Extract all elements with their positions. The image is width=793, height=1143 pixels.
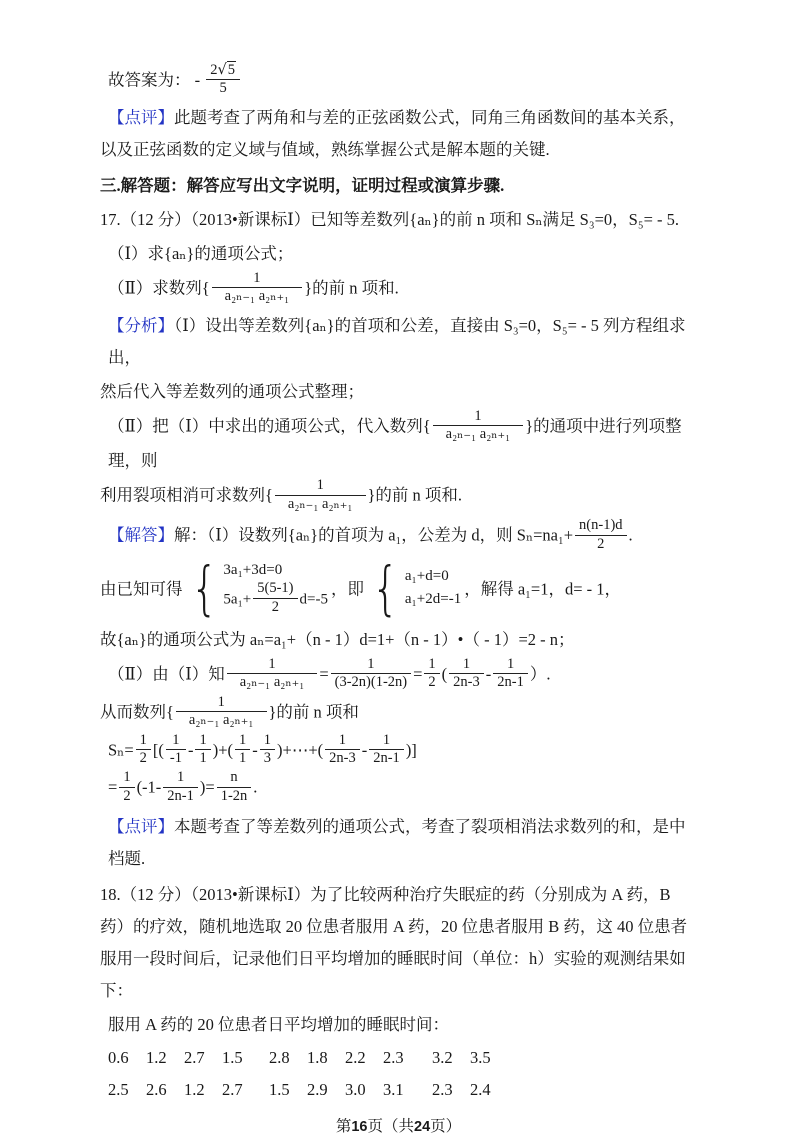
fraction-denominator: a₂ₙ₋₁ a₂ₙ₊₁ [287, 495, 353, 512]
page-footer [100, 1111, 697, 1143]
fraction-denominator: 1 [199, 749, 207, 766]
fraction-denominator: 2n-3 [329, 749, 356, 766]
fraction [119, 769, 134, 805]
data-cell: 2.2 [345, 1048, 366, 1068]
system-post: ，解得 a₁=1，d= - 1， [464, 579, 622, 599]
fraction [163, 769, 198, 805]
fraction-denominator: a₂ₙ₋₁ a₂ₙ₊₁ [239, 674, 305, 691]
sleep-data-row-2 [108, 1075, 697, 1105]
sn-label: Sₙ= [108, 740, 134, 760]
sqrt-icon: √ [217, 62, 227, 78]
solution-line4 [108, 655, 697, 694]
fraction-numerator: 1 [433, 408, 524, 426]
period: . [253, 777, 258, 797]
data-cell: 0.6 [108, 1048, 129, 1068]
data-cell: 3.0 [345, 1080, 366, 1100]
paren-close: ）. [529, 664, 551, 684]
solution-line1-pre: 解：（Ⅰ）设数列{aₙ}的首项为 a₁，公差为 d，则 Sₙ=na₁+ [174, 525, 574, 545]
data-cell: 3.1 [383, 1080, 404, 1100]
review-text: 本题考查了等差数列的通项公式，考查了裂项相消法求数列的和，是中档题. [108, 817, 686, 869]
equals-sign: = [413, 664, 423, 684]
solution-general-term: 故{aₙ}的通项公式为 aₙ=a₁+（n - 1）d=1+（n - 1）•（ - 1）=2 - n； [100, 629, 575, 649]
paren-open: ( [441, 664, 448, 684]
solution-line6 [108, 731, 697, 770]
equation-system-1 [186, 554, 328, 623]
analysis-line3-pre: （Ⅱ）把（Ⅰ）中求出的通项公式，代入数列{ [108, 416, 431, 436]
fraction-denominator: 2 [123, 787, 131, 804]
fraction [176, 694, 267, 730]
line4-pre: （Ⅱ）由（Ⅰ）知 [108, 664, 225, 684]
analysis-text1: （Ⅰ）设出等差数列{aₙ}的首项和公差，直接由 S₃=0，S₅= - 5 列方程组求出， [108, 315, 686, 367]
fraction-numerator: 1 [163, 769, 198, 787]
fraction-numerator: 1 [119, 769, 134, 787]
answer-prefix: 故答案为： [108, 70, 191, 90]
fraction-denominator: 1 [239, 749, 247, 766]
problem-18-header: 18.（12 分）（2013•新课标Ⅰ）为了比较两种治疗失眠症的药（分别成为 A 药，B 药）的疗效，随机地选取 20 位患者服用 A 药，20 位患者服用 B 药，这 40 位患者服用一段时间后，记录他们日平均增加的睡眠时间（单位：h）实验的观测结果如下： [100, 885, 688, 1001]
fraction-numerator: 1 [493, 656, 528, 674]
footer-text: 页（共 [367, 1118, 414, 1136]
footer-text: 第 [335, 1118, 352, 1136]
fraction [212, 270, 303, 306]
fraction-denominator: 2n-1 [497, 674, 524, 691]
data-cell: 2.4 [470, 1080, 491, 1100]
page-number: 16 [351, 1119, 368, 1136]
fraction [325, 732, 360, 768]
fraction-numerator: 1 [136, 732, 151, 750]
fraction [235, 732, 250, 768]
problem-17-part1: （Ⅰ）求{aₙ}的通项公式； [108, 243, 294, 263]
equals-sign: )= [199, 777, 215, 797]
fraction-denominator: 2n-3 [453, 674, 480, 691]
review-paragraph-16 [100, 102, 697, 166]
fraction-numerator: 1 [275, 477, 366, 495]
data-cell: 2.3 [383, 1048, 404, 1068]
part2-post: }的前 n 项和. [304, 278, 399, 298]
fraction-numerator: 1 [166, 732, 186, 750]
minus-sign: - [361, 740, 368, 760]
total-pages: 24 [414, 1119, 431, 1136]
minus-sign: - [194, 70, 201, 90]
system1-row2-post: d=-5 [299, 591, 328, 608]
fraction-numerator: 1 [176, 694, 267, 712]
data-cell: 1.5 [269, 1080, 290, 1100]
fraction-denominator: 2 [139, 749, 147, 766]
data-cell: 1.2 [146, 1048, 167, 1068]
fraction-numerator: 5(5-1) [253, 580, 297, 598]
solution-line1-post: . [628, 525, 633, 545]
data-cell: 2.5 [108, 1080, 129, 1100]
data-cell: 3.5 [470, 1048, 491, 1068]
analysis-line4-post: }的前 n 项和. [367, 486, 463, 506]
data-cell: 1.5 [222, 1048, 243, 1068]
system2-row2: a₁+2d=-1 [404, 591, 462, 608]
fraction-denominator: 3 [263, 749, 272, 766]
data-cell: 1.8 [307, 1048, 328, 1068]
minus-sign: - [485, 664, 492, 684]
expr-text: (-1- [136, 777, 162, 797]
bracket-open: [( [152, 740, 164, 760]
fraction [575, 517, 627, 553]
data-cell: 2.8 [269, 1048, 290, 1068]
bracket-close: )] [405, 740, 417, 760]
fraction-denominator: 1-2n [220, 787, 248, 804]
fraction [449, 656, 484, 692]
fraction-numerator: 1 [235, 732, 250, 750]
solution-label: 【解答】 [108, 525, 174, 545]
left-brace-icon: { [371, 554, 400, 623]
analysis-line4-pre: 利用裂项相消可求数列{ [100, 486, 273, 506]
line5-pre: 从而数列{ [100, 702, 174, 722]
fraction-numerator: n(n-1)d [575, 517, 627, 535]
fraction [206, 62, 240, 98]
review-label: 【点评】 [108, 817, 174, 837]
system2-row1: a₁+d=0 [404, 568, 449, 585]
fraction-denominator: 2n-1 [373, 749, 400, 766]
system-mid: ，即 [330, 579, 364, 599]
analysis-line2: 然后代入等差数列的通项公式整理； [100, 381, 364, 401]
analysis-line4 [100, 479, 697, 515]
fraction-denominator: 2n-1 [167, 787, 194, 804]
fraction [424, 656, 439, 692]
system1-row2 [223, 582, 328, 618]
fraction-denominator: (3-2n)(1-2n) [334, 674, 408, 691]
fraction [493, 656, 528, 692]
review-text: 此题考查了两角和与差的正弦函数公式，同角三角函数间的基本关系，以及正弦函数的定义域与值域，熟练掌握公式是解本题的关键. [100, 107, 686, 159]
system-pre: 由已知可得 [100, 579, 183, 599]
review-paragraph-17 [108, 811, 697, 875]
minus-sign: - [187, 740, 194, 760]
solution-line1 [108, 519, 697, 555]
minus-sign: - [252, 740, 258, 760]
fraction-numerator: 1 [260, 732, 275, 750]
answer-line [108, 64, 697, 100]
fraction [136, 732, 151, 768]
fraction-numerator: 1 [369, 732, 404, 750]
data-cell: 1.2 [184, 1080, 205, 1100]
fraction-denominator: a₂ₙ₋₁ a₂ₙ₊₁ [188, 712, 254, 729]
fraction [195, 732, 210, 768]
fraction-numerator: 1 [227, 656, 318, 674]
sqrt-radicand: 5 [227, 62, 235, 78]
fraction [166, 732, 186, 768]
equals-sign: = [108, 777, 118, 797]
solution-system-line [100, 554, 697, 623]
analysis-line3 [108, 407, 697, 478]
section-heading: 三.解答题：解答应写出文字说明，证明过程或演算步骤. [100, 175, 505, 195]
paren-sep: )+( [212, 740, 234, 760]
fraction [253, 580, 297, 616]
problem-17-header: 17.（12 分）（2013•新课标Ⅰ）已知等差数列{aₙ}的前 n 项和 Sₙ满足 S₃=0，S₅= - 5. [100, 209, 679, 229]
system1-row2-pre: 5a₁+ [223, 591, 252, 608]
sqrt-coef: 2 [210, 62, 218, 78]
analysis-label: 【分析】 [108, 315, 174, 335]
equation-system-2 [367, 554, 462, 623]
fraction-numerator: 1 [195, 732, 210, 750]
data-cell: 2.9 [307, 1080, 328, 1100]
fraction-denominator: a₂ₙ₋₁ a₂ₙ₊₁ [224, 288, 290, 305]
solution-line5 [100, 693, 697, 732]
fraction-denominator: 5 [219, 80, 227, 97]
fraction-numerator: 1 [325, 732, 360, 750]
fraction-numerator: 1 [424, 656, 439, 674]
sleep-data-row-1 [108, 1043, 697, 1073]
fraction [331, 656, 411, 692]
fraction [275, 477, 366, 513]
left-brace-icon: { [190, 554, 218, 623]
analysis-line3-post: }的通项中进行列项整理，则 [108, 416, 682, 471]
fraction-numerator: n [217, 769, 252, 787]
fraction [369, 732, 404, 768]
fraction-denominator: 2 [597, 535, 605, 552]
fraction-denominator: 2 [428, 674, 436, 691]
fraction [433, 408, 524, 444]
analysis-line1 [108, 310, 697, 374]
data-cell: 2.6 [146, 1080, 167, 1100]
fraction-denominator: 2 [271, 598, 280, 615]
solution-line7 [108, 771, 697, 807]
fraction-numerator: 1 [449, 656, 484, 674]
fraction-denominator: a₂ₙ₋₁ a₂ₙ₊₁ [445, 425, 511, 442]
problem-18-subline: 服用 A 药的 20 位患者日平均增加的睡眠时间： [108, 1015, 450, 1035]
equals-sign: = [319, 664, 329, 684]
review-label: 【点评】 [108, 107, 174, 127]
fraction-denominator: -1 [169, 749, 182, 766]
data-cell: 3.2 [432, 1048, 453, 1068]
fraction [260, 732, 275, 768]
data-cell: 2.7 [222, 1080, 243, 1100]
system1-row1: 3a₁+3d=0 [223, 561, 283, 578]
line5-post: }的前 n 项和 [268, 702, 359, 722]
fraction-numerator: 1 [212, 270, 303, 288]
part2-pre: （Ⅱ）求数列{ [108, 278, 210, 298]
fraction [227, 656, 318, 692]
ellipsis: )+⋯+( [277, 740, 324, 760]
data-cell: 2.3 [432, 1080, 453, 1100]
fraction-numerator: 1 [331, 656, 411, 674]
data-cell: 2.7 [184, 1048, 205, 1068]
footer-text: 页） [430, 1118, 462, 1136]
problem-17-part2 [108, 269, 697, 308]
fraction [217, 769, 252, 805]
